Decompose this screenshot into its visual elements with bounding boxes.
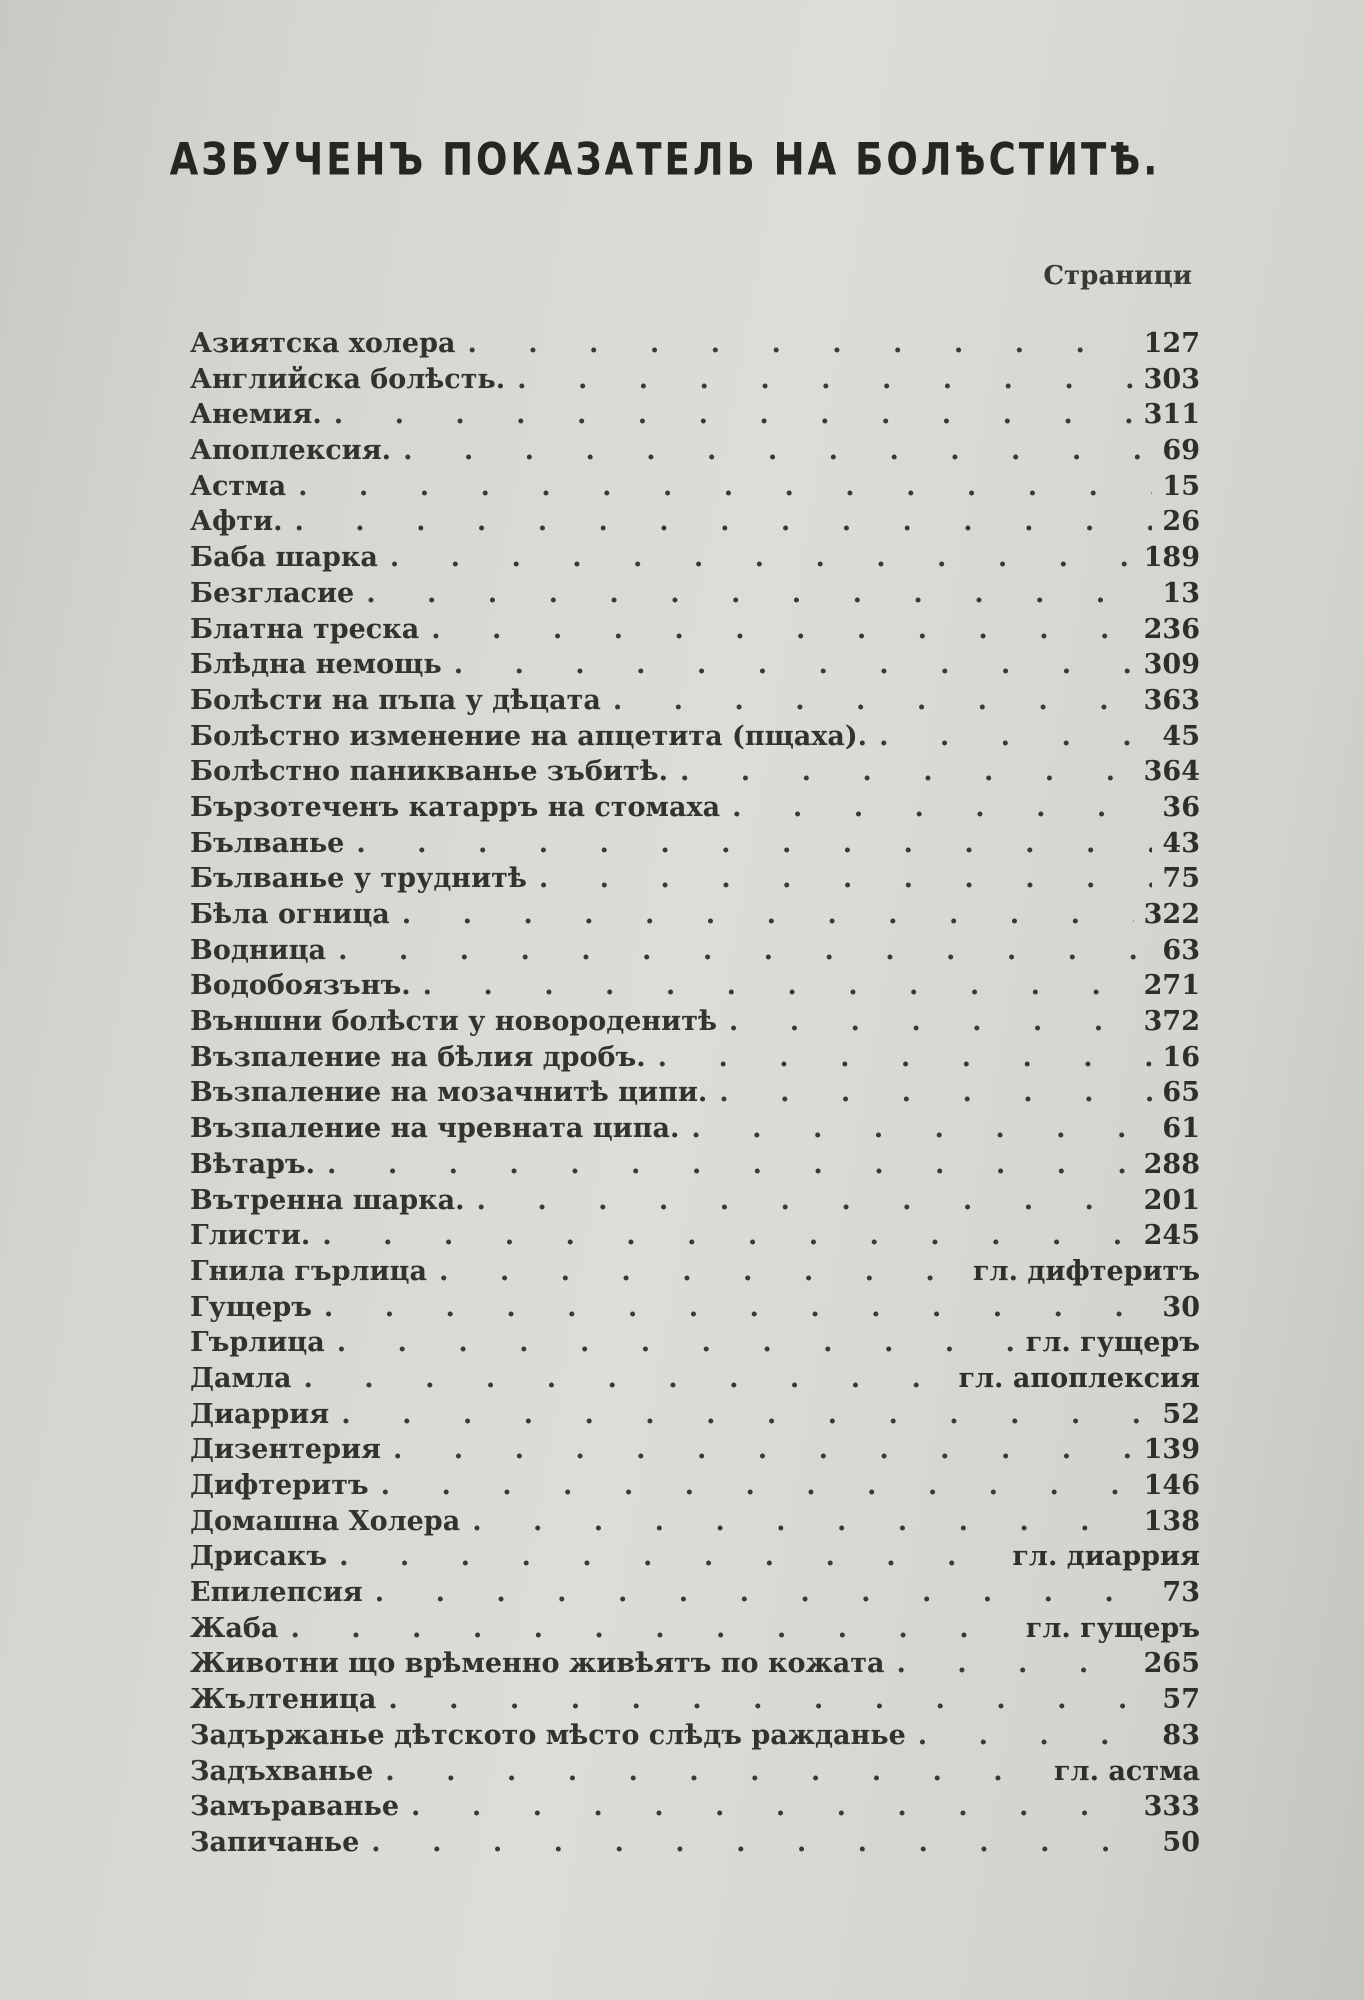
entry-name: Възпаление на бѣлия дробъ. [190,1041,646,1073]
index-entry [190,1361,1200,1397]
index-entry [190,504,1200,540]
entry-page-ref: 15 [1162,470,1200,502]
entry-name: Задъхванье [190,1755,374,1787]
entry-page-ref: 16 [1162,1041,1200,1073]
index-entry [190,1040,1200,1076]
entry-name: Дифтеритъ [190,1470,369,1501]
dot-leader [411,968,1134,1004]
entry-page-ref: 65 [1162,1077,1200,1109]
dot-leader [527,861,1153,897]
entry-name: Дамла [190,1362,292,1394]
dot-leader [381,1432,1134,1468]
index-entry [190,1218,1200,1254]
dot-leader [460,1504,1133,1540]
entry-name: Бързотеченъ катарръ на стомаха [190,791,721,823]
index-entry [190,1611,1200,1647]
index-entry [190,1718,1200,1754]
index-entry [190,1325,1200,1361]
entry-name: Гърлица [190,1327,325,1359]
entry-page-ref: 69 [1162,435,1200,467]
entry-name: Водобоязънъ. [190,970,411,1002]
dot-leader [369,1468,1134,1504]
dot-leader [278,1611,1015,1647]
entry-page-ref: 57 [1162,1684,1200,1716]
dot-leader [601,683,1134,719]
entry-page-ref: 201 [1143,1184,1200,1216]
entry-page-ref: 372 [1143,1006,1200,1038]
dot-leader [312,1290,1153,1326]
entry-page-ref: гл. гущеръ [1025,1327,1200,1359]
index-entry [190,719,1200,755]
index-entry [190,1504,1200,1540]
index-entry [190,790,1200,826]
dot-leader [390,897,1134,933]
dot-leader [679,1111,1152,1147]
dot-leader [419,612,1133,648]
entry-name: Апоплексия. [190,435,392,467]
index-entry [190,1397,1200,1433]
dot-leader [391,433,1152,469]
index-entry [190,826,1200,862]
entry-page-ref: 271 [1143,970,1200,1002]
index-entry [190,1290,1200,1326]
dot-leader [906,1718,1153,1754]
entry-page-ref: 303 [1143,363,1200,395]
entry-name: Диаррия [190,1398,330,1430]
entry-name: Бълванье [190,827,345,859]
index-entry [190,1575,1200,1611]
entry-page-ref: 30 [1162,1291,1200,1323]
pages-column-header: Страници [1043,261,1192,291]
entry-page-ref: гл. апоплексия [958,1362,1200,1394]
dot-leader [399,1789,1134,1825]
entry-name: Дизентерия [190,1434,381,1466]
entry-name: Водница [190,934,327,966]
index-entry [190,1468,1200,1504]
entry-page-ref: 364 [1143,756,1200,788]
entry-name: Възпаление на мозачнитѣ ципи. [190,1077,708,1109]
index-entry [190,612,1200,648]
entry-name: Възпаление на чревната ципа. [190,1113,680,1145]
entry-page-ref: гл. астма [1054,1755,1200,1787]
entry-name: Гущеръ [190,1291,312,1323]
entry-page-ref: 245 [1143,1220,1200,1252]
index-entry [190,683,1200,719]
entry-name: Животни що врѣменно живѣятъ по кожата [190,1648,885,1680]
dot-leader [884,1646,1133,1682]
entry-page-ref: 63 [1162,934,1200,966]
index-entry [190,897,1200,933]
entry-name: Гнила гърлица [190,1255,428,1287]
entry-page-ref: 288 [1143,1148,1200,1180]
entry-name: Болѣсти на пъпа у дѣцата [190,684,601,716]
index-entry [190,1432,1200,1468]
index-entry [190,861,1200,897]
entry-name: Епилепсия [190,1577,363,1609]
dot-leader [354,576,1152,612]
index-entry [190,1147,1200,1183]
dot-leader [292,1361,949,1397]
entry-name: Болѣстно изменение на апцетита (пщаха). [190,720,868,752]
index-entry [190,1789,1200,1825]
entry-name: Вътренна шарка. [190,1184,465,1216]
entry-name: Замърaванье [190,1791,400,1823]
entry-page-ref: 43 [1162,827,1200,859]
index-entry [190,1682,1200,1718]
entry-page-ref: 236 [1143,613,1200,645]
dot-leader [344,826,1152,862]
entry-name: Блѣдна немощь [190,649,442,681]
entry-page-ref: 138 [1143,1505,1200,1537]
entry-name: Блатна треска [190,613,420,645]
dot-leader [359,1825,1152,1861]
entry-name: Азиятска холера [190,328,456,359]
dot-leader [283,504,1153,540]
entry-page-ref: 311 [1143,399,1200,431]
entry-page-ref: гл. диаррия [1012,1541,1200,1573]
index-entry [190,469,1200,505]
dot-leader [315,1147,1134,1183]
entry-name: Болѣстно паникванье зъбитѣ. [190,756,668,788]
entry-name: Задържанье дѣтското мѣсто слѣдъ ражданье [190,1719,906,1751]
entry-page-ref: 26 [1162,506,1200,538]
entry-name: Бълванье у труднитѣ [190,863,527,895]
entry-page-ref: 73 [1162,1577,1200,1609]
index-entry [190,1183,1200,1219]
dot-leader [378,540,1134,576]
entry-name: Баба шарка [190,542,378,574]
index-entry [190,1075,1200,1111]
entry-page-ref: гл. гущеръ [1025,1612,1200,1644]
index-entry [190,433,1200,469]
index-entry [190,933,1200,969]
dot-leader [867,719,1152,755]
entry-name: Външни болѣсти у новороденитѣ [190,1006,717,1038]
entry-page-ref: 146 [1143,1470,1200,1501]
entry-name: Бѣла огница [190,899,390,930]
entry-page-ref: 189 [1143,542,1200,574]
dot-leader [363,1575,1153,1611]
entry-name: Жълтеница [190,1684,377,1716]
entry-name: Безгласие [190,577,355,609]
index-entry [190,1254,1200,1290]
dot-leader [465,1183,1134,1219]
index-entry [190,1111,1200,1147]
index-entry [190,1539,1200,1575]
entry-page-ref: 127 [1143,328,1200,359]
entry-name: Жаба [190,1612,279,1644]
index-entry [190,1754,1200,1790]
index-entry [190,1646,1200,1682]
index-entry [190,647,1200,683]
entry-name: Анемия. [190,399,322,431]
entry-name: Афти. [190,506,283,538]
entry-page-ref: 36 [1162,791,1200,823]
entry-name: Вѣтаръ. [190,1148,316,1180]
entry-name: Английска болѣсть. [190,363,506,395]
index-entry [190,540,1200,576]
dot-leader [646,1040,1153,1076]
dot-leader [455,326,1133,362]
dot-leader [329,1397,1152,1433]
entry-page-ref: 45 [1162,720,1200,752]
entry-name: Астма [190,470,287,502]
page-title: АЗБУЧЕНЪ ПОКАЗАТЕЛЬ НА БОЛѢСТИТѢ. [169,133,1161,186]
dot-leader [373,1754,1044,1790]
dot-leader [442,647,1134,683]
entry-page-ref: гл. дифтеритъ [972,1255,1200,1287]
dot-leader [376,1682,1152,1718]
dot-leader [720,790,1152,826]
index-entry [190,1825,1200,1861]
entry-page-ref: 309 [1143,649,1200,681]
dot-leader [427,1254,963,1290]
entry-page-ref: 139 [1143,1434,1200,1466]
entry-name: Глисти. [190,1220,311,1252]
entry-page-ref: 265 [1143,1648,1200,1680]
entry-page-ref: 13 [1162,577,1200,609]
dot-leader [707,1075,1152,1111]
entry-page-ref: 83 [1162,1719,1200,1751]
disease-index-list [190,326,1200,1861]
entry-page-ref: 52 [1162,1398,1200,1430]
entry-name: Дрисакъ [190,1541,328,1573]
dot-leader [717,1004,1134,1040]
entry-page-ref: 61 [1162,1113,1200,1145]
dot-leader [325,1325,1016,1361]
dot-leader [286,469,1152,505]
index-entry [190,754,1200,790]
dot-leader [505,362,1133,398]
entry-name: Запичанье [190,1826,360,1858]
dot-leader [327,1539,1002,1575]
dot-leader [310,1218,1133,1254]
dot-leader [326,933,1152,969]
entry-page-ref: 363 [1143,684,1200,716]
entry-page-ref: 333 [1143,1791,1200,1823]
dot-leader [322,397,1134,433]
index-entry [190,968,1200,1004]
entry-name: Домашна Холера [190,1505,461,1537]
dot-leader [668,754,1134,790]
index-entry [190,362,1200,398]
index-entry [190,1004,1200,1040]
index-entry [190,326,1200,362]
entry-page-ref: 322 [1143,899,1200,930]
entry-page-ref: 50 [1162,1826,1200,1858]
entry-page-ref: 75 [1162,863,1200,895]
index-entry [190,397,1200,433]
index-entry [190,576,1200,612]
